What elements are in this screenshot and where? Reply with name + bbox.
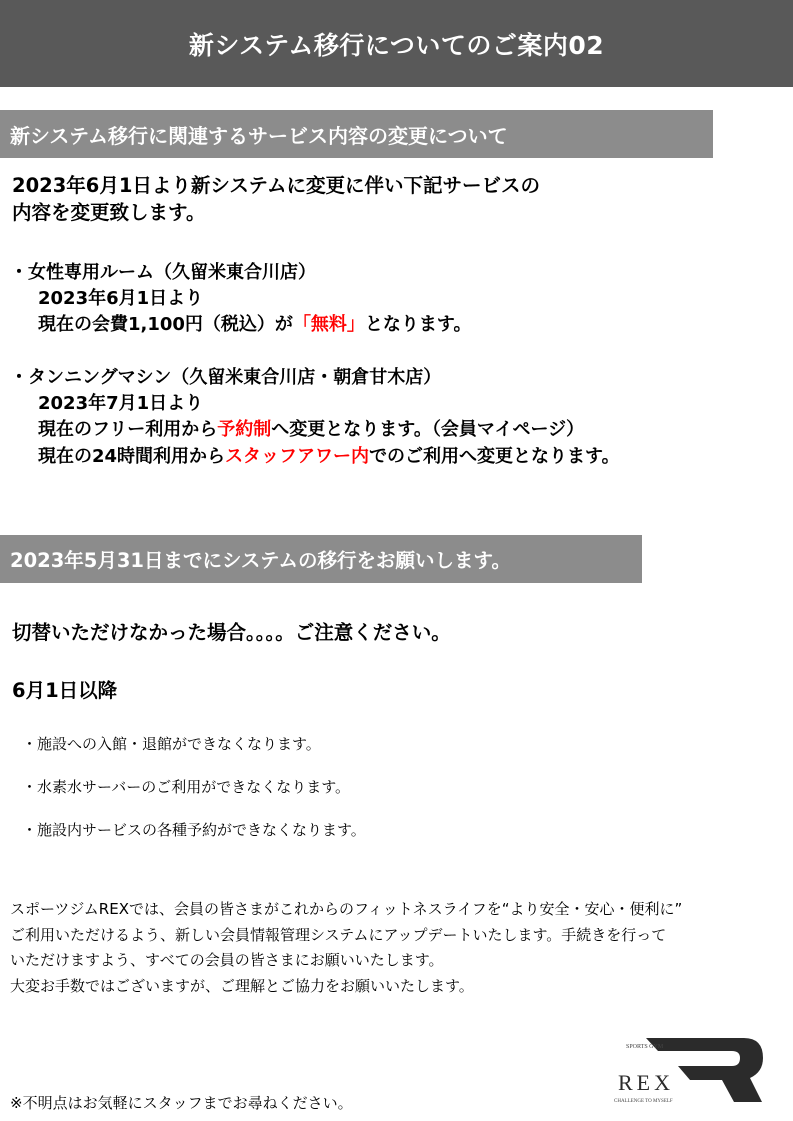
closing-line-2: ご利用いただけるよう、新しい会員情報管理システムにアップデートいたします。手続きを行って [10, 926, 667, 944]
logo-top-text: SPORTS GYM [626, 1044, 664, 1050]
intro-line-1: 2023年6月1日より新システムに変更に伴い下記サービスの [12, 174, 540, 197]
detail-text: へ変更となります。（会員マイページ） [271, 419, 585, 440]
section-heading-deadline: 2023年5月31日までにシステムの移行をお願いします。 [0, 535, 642, 583]
detail-text: でのご利用へ変更となります。 [369, 446, 620, 467]
detail-text: 現在のフリー利用から [38, 419, 218, 440]
item-tanning-date: 2023年7月1日より [38, 393, 204, 414]
item-women-room-date: 2023年6月1日より [38, 288, 204, 309]
intro-line-2: 内容を変更致します。 [12, 201, 206, 224]
logo-name: REX [618, 1070, 674, 1095]
highlight-staff-hours: スタッフアワー内 [225, 446, 370, 467]
after-date-heading: 6月1日以降 [12, 679, 118, 702]
warning-text: 切替いただけなかった場合。。。。ご注意ください。 [12, 621, 451, 644]
closing-line-3: いただけますよう、すべての会員の皆さまにお願いいたします。 [10, 951, 444, 969]
item-tanning-title: ・タンニングマシン（久留米東合川店・朝倉甘木店） [10, 367, 442, 388]
rex-logo-graphic [612, 1036, 764, 1106]
section-heading-service-changes: 新システム移行に関連するサービス内容の変更について [0, 110, 713, 158]
highlight-reservation: 予約制 [217, 419, 272, 440]
item-women-room-detail [38, 310, 472, 336]
detail-text: 現在の会費1,100円（税込）が [38, 314, 293, 335]
closing-line-1: スポーツジムREXでは、会員の皆さまがこれからのフィットネスライフを“より安全・安心・便利に” [10, 900, 683, 918]
item-tanning-detail-1 [38, 415, 584, 441]
contact-note: ※不明点はお気軽にスタッフまでお尋ねください。 [10, 1094, 353, 1112]
rex-logo [612, 1036, 764, 1106]
detail-text: 現在の24時間利用から [38, 446, 226, 467]
closing-line-4: 大変お手数ではございますが、ご理解とご協力をお願いいたします。 [10, 977, 474, 995]
detail-text: となります。 [364, 314, 472, 335]
item-women-room-title: ・女性専用ルーム（久留米東合川店） [10, 262, 316, 283]
logo-tagline: CHALLENGE TO MYSELF [614, 1099, 673, 1104]
highlight-free: 「無料」 [292, 314, 365, 335]
page-title: 新システム移行についてのご案内02 [188, 30, 605, 60]
page-header [0, 0, 793, 87]
bullet-item: ・水素水サーバーのご利用ができなくなります。 [22, 778, 351, 796]
bullet-item: ・施設への入館・退館ができなくなります。 [22, 735, 321, 753]
bullet-item: ・施設内サービスの各種予約ができなくなります。 [22, 821, 366, 839]
item-tanning-detail-2 [38, 442, 620, 468]
